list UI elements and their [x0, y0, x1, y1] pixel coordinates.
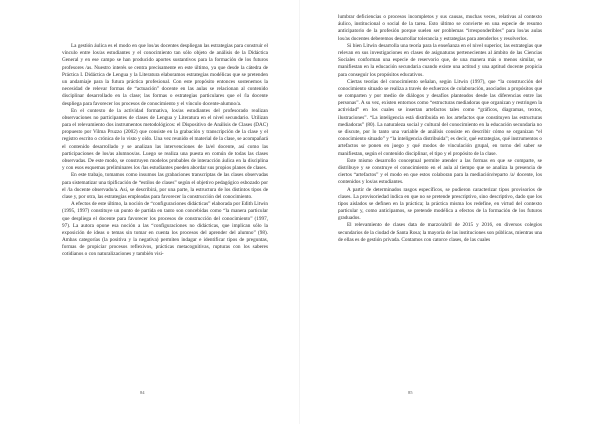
- paragraph: A efectos de este último, la noción de “configuraciones didácticas” elaborada por Edith Litwin (1995, 1997) constituye un punto de partida en tanto son concebidas como “la manera particular que despliega el docente para favorecer los procesos de construcción del conocimiento” (1997, 97). La autora opone esa noción a las “configuraciones no didácticas, que implican sólo la exposición de ideas o temas sin tomar en cuenta los procesos del aprender del alumno” (98). Ambas categorías (la positiva y la negativa) permiten indagar e identificar tipos de preguntas, formas de propiciar procesos reflexivos, prácticas metacognitivas, rupturas con los saberes cotidianos o con naturalizaciones y también visi-: [62, 201, 268, 258]
- right-page: [300, 0, 600, 424]
- paragraph: El relevamiento de clases data de marzo/abril de 2015 y 2016, en diversos colegios secundarios de la ciudad de Santa Rosa; la mayoría de las instituciones son públicas, mientras una de ellas es de gestión privada. Contamos con catorce clases, de las cuales: [338, 222, 542, 243]
- paragraph: Si bien Litwin desarrolla una teoría para la enseñanza en el nivel superior, las estrategias que relevan en sus investigaciones en clases de asignaturas pertenecientes al ámbito de las Ciencias Sociales conforman una especie de reservorio que, de una manera más o menos similar, se manifiestan en la educación secundaria cuando existe una actitud y una aptitud docente propicia para conseguir los propósitos educativos.: [338, 42, 542, 78]
- page-number: 84: [140, 390, 145, 395]
- left-page-body: [62, 43, 268, 259]
- paragraph: La gestión áulica es el modo en que los/as docentes despliegan las estrategias para construir el vínculo entre los/as estudiantes y el conocimiento tan sólo objeto de análisis de la Didáctica General y en ese campo se han producido aportes sustantivos para la formación de los futuros profesores /as. Nuestro interés se centra precisamente en este último, ya que desde la cátedra de Práctica I. Didáctica de Lengua y la Literatura elaboramos estrategias modélicas que se pretenden un andamiaje para la futura práctica profesional. Con este propósito entonces sostenemos la necesidad de relevar formas de “actuación” docente en las aulas se relacionan al contenido disciplinar desarrollado en la clase; las formas o estrategias particulares que el /la docente despliega para favorecer los procesos de conocimiento y el vínculo docente-alumno/a.: [62, 43, 268, 107]
- paragraph: Ciertas teorías del conocimiento señalan, según Litwin (1997), que “la construcción del conocimiento situado se realiza a través de esfuerzos de colaboración, asociados a propósitos que se comparten y por medio de diálogos y desafíos planteados desde las diferencias entre las personas”. A su vez, existen entornos como “estructuras mediadoras que organizan y restringen la actividad” en los cuales se insertan artefactos tales como “gráficos, diagramas, textos, ilustraciones”. “La inteligencia está distribuida en los artefactos que constituyen las estructuras mediadoras” (80). La naturaleza social y cultural del conocimiento en la educación secundaria no se discute, por lo tanto una variable de análisis consiste en describir cómo se organizan “el conocimiento situado” y “la inteligencia distribuida”; es decir, qué estrategias, qué instrumentos o artefactos se ponen en juego y qué modos de vinculación grupal, en torno del saber se manifiestan, según el contenido disciplinar, el tipo y el propósito de la clase.: [338, 78, 542, 157]
- right-page-body: [338, 14, 542, 244]
- paragraph: En el contexto de la actividad formativa, los/as estudiantes del profesorado realizan observaciones no participantes de clases de Lengua y Literatura en el nivel secundario. Utilizan para el relevamiento dos instrumentos metodológicos: el Dispositivo de Análisis de Clases (DAC) propuesto por Vilma Pruzzo (2002) que consiste en la grabación y transcripción de la clase y el registro escrito o crónica de lo visto y oído. Una vez reunido el material de la clase, se acompañará el contenido desarrollado y se analizan las intervenciones de la/el docente, así como las participaciones de los/as alumnos/as. Luego se realiza una puesta en común de todas las clases observadas. De este modo, se construyen modelos probables de interacción áulica en la disciplina y con esos esquemas preliminares los /las estudiantes pueden abordar sus propios planes de clases.: [62, 107, 268, 172]
- paragraph: lumbrar deficiencias o procesos incompletos y sus causas, muchas veces, relativas al contexto áulico, institucional o social de la tarea. Esto último se convierte en una especie de resumo anticipatorio de la profesión porque suelen ser problemas “irresponderibles” para los/as aulas los/as docentes deberemos desarrollar tolerancia y estrategias para atenderlos y resolverlos.: [338, 14, 542, 42]
- paragraph: A partir de determinados rasgos específicos, se pudieron caracterizar tipos provisorios de clases. La provisoriedad indica en que no se pretende prescriptivo, sino descriptivo, dado que los tipos aislados se definen en la práctica; la práctica misma los redefine, en virtud del contexto particular y, como anticipamos, se pretende modélica a efectos de la formación de los futuros graduados.: [338, 186, 542, 222]
- paragraph: Este mismo desarrollo conceptual permite atender a las formas en que se comparte, se distribuye y se construye el conocimiento en el aula al tiempo que se analiza la presencia de ciertos “artefactos” y el modo en que estos colaboran para la mediación/reparto /a/ docente, los contenidos y los/as estudiantes.: [338, 157, 542, 186]
- page-number: 85: [408, 390, 413, 395]
- paragraph: En este trabajo, tomamos como insumos las grabaciones transcriptas de las clases observadas para sistematizar una tipificación de “estilos de clases” según el objetivo pedagógico esbozado por el /la docente observado/a. Así, se describirá, por una parte, la estructura de los distintos tipos de clase y, por otra, las estrategias empleadas para favorecer la construcción del conocimiento.: [62, 172, 268, 200]
